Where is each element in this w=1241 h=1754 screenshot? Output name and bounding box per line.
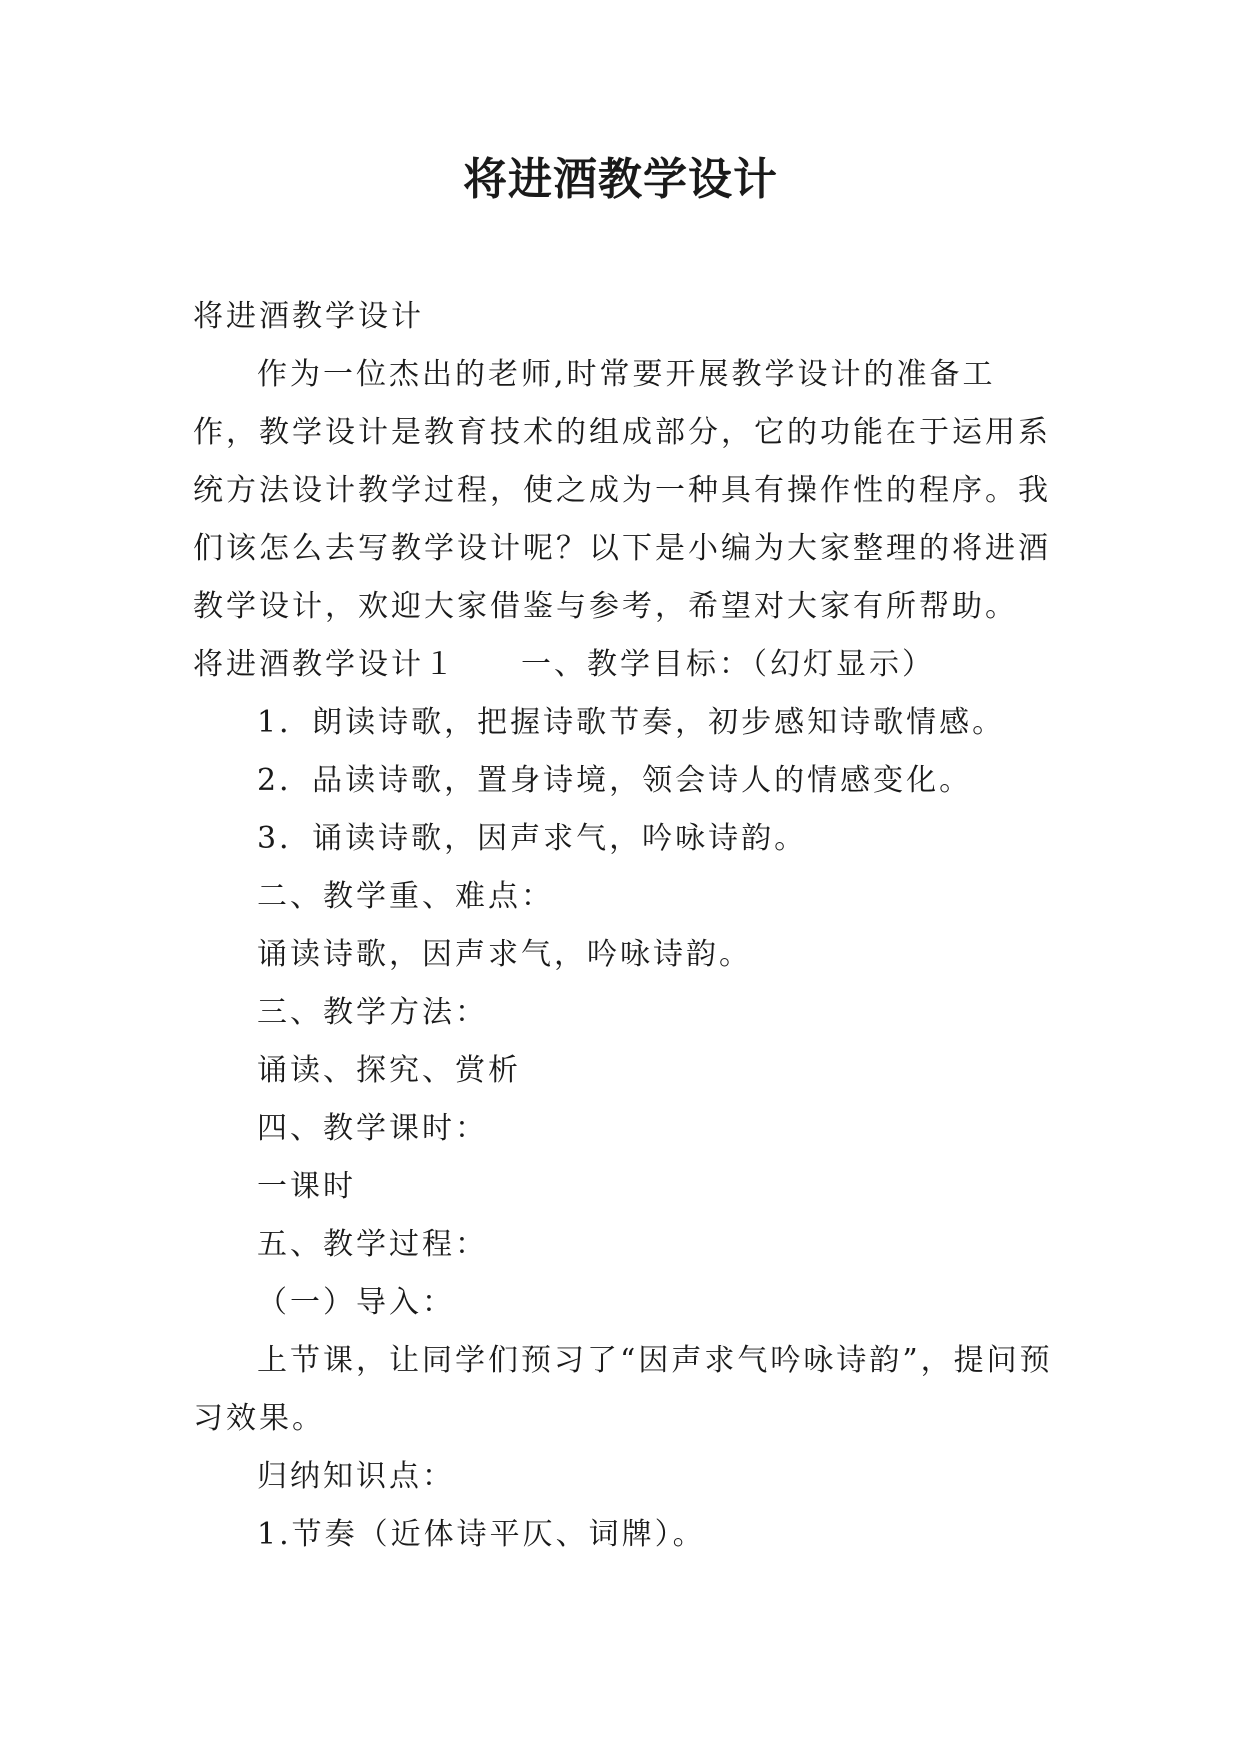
- class-hours-heading: 四、教学课时：: [257, 1111, 488, 1146]
- key-points-heading: 二、教学重、难点：: [257, 879, 554, 914]
- intro-paragraph: 作为一位杰出的老师,时常要开展教学设计的准备工作，教学设计是教育技术的组成部分，它的功能在于运用系统方法设计教学过程，使之成为一种具有操作性的程序。我们该怎么去写教学设计呢？以下是小编为大家整理的将进酒教学设计，欢迎大家借鉴与参考，希望对大家有所帮助。: [193, 357, 1051, 624]
- objective-item-3: 3．诵读诗歌，因声求气，吟咏诗韵。: [257, 821, 808, 856]
- summary-item-1: 1.节奏（近体诗平仄、词牌）。: [257, 1517, 706, 1552]
- section-title: 将进酒教学设计１: [193, 647, 457, 682]
- introduction-text: 上节课，让同学们预习了“因声求气吟咏诗韵”，提问预习效果。: [193, 1343, 1053, 1436]
- objective-item-1: 1．朗读诗歌，把握诗歌节奏，初步感知诗歌情感。: [257, 705, 1006, 740]
- section-heading-line: [193, 636, 1053, 694]
- document-body: [193, 288, 1053, 1564]
- subtitle-paragraph: 将进酒教学设计: [193, 299, 424, 334]
- introduction-heading: （一）导入：: [257, 1285, 455, 1320]
- objective-item-2: 2．品读诗歌，置身诗境，领会诗人的情感变化。: [257, 763, 973, 798]
- process-heading: 五、教学过程：: [257, 1227, 488, 1262]
- methods-text: 诵读、探究、赏析: [257, 1053, 521, 1088]
- methods-heading: 三、教学方法：: [257, 995, 488, 1030]
- objectives-heading: 一、教学目标：（幻灯显示）: [521, 647, 935, 682]
- summary-heading: 归纳知识点：: [257, 1459, 455, 1494]
- key-points-text: 诵读诗歌，因声求气，吟咏诗韵。: [257, 937, 752, 972]
- class-hours-text: 一课时: [257, 1169, 356, 1204]
- document-title: 将进酒教学设计: [463, 154, 778, 205]
